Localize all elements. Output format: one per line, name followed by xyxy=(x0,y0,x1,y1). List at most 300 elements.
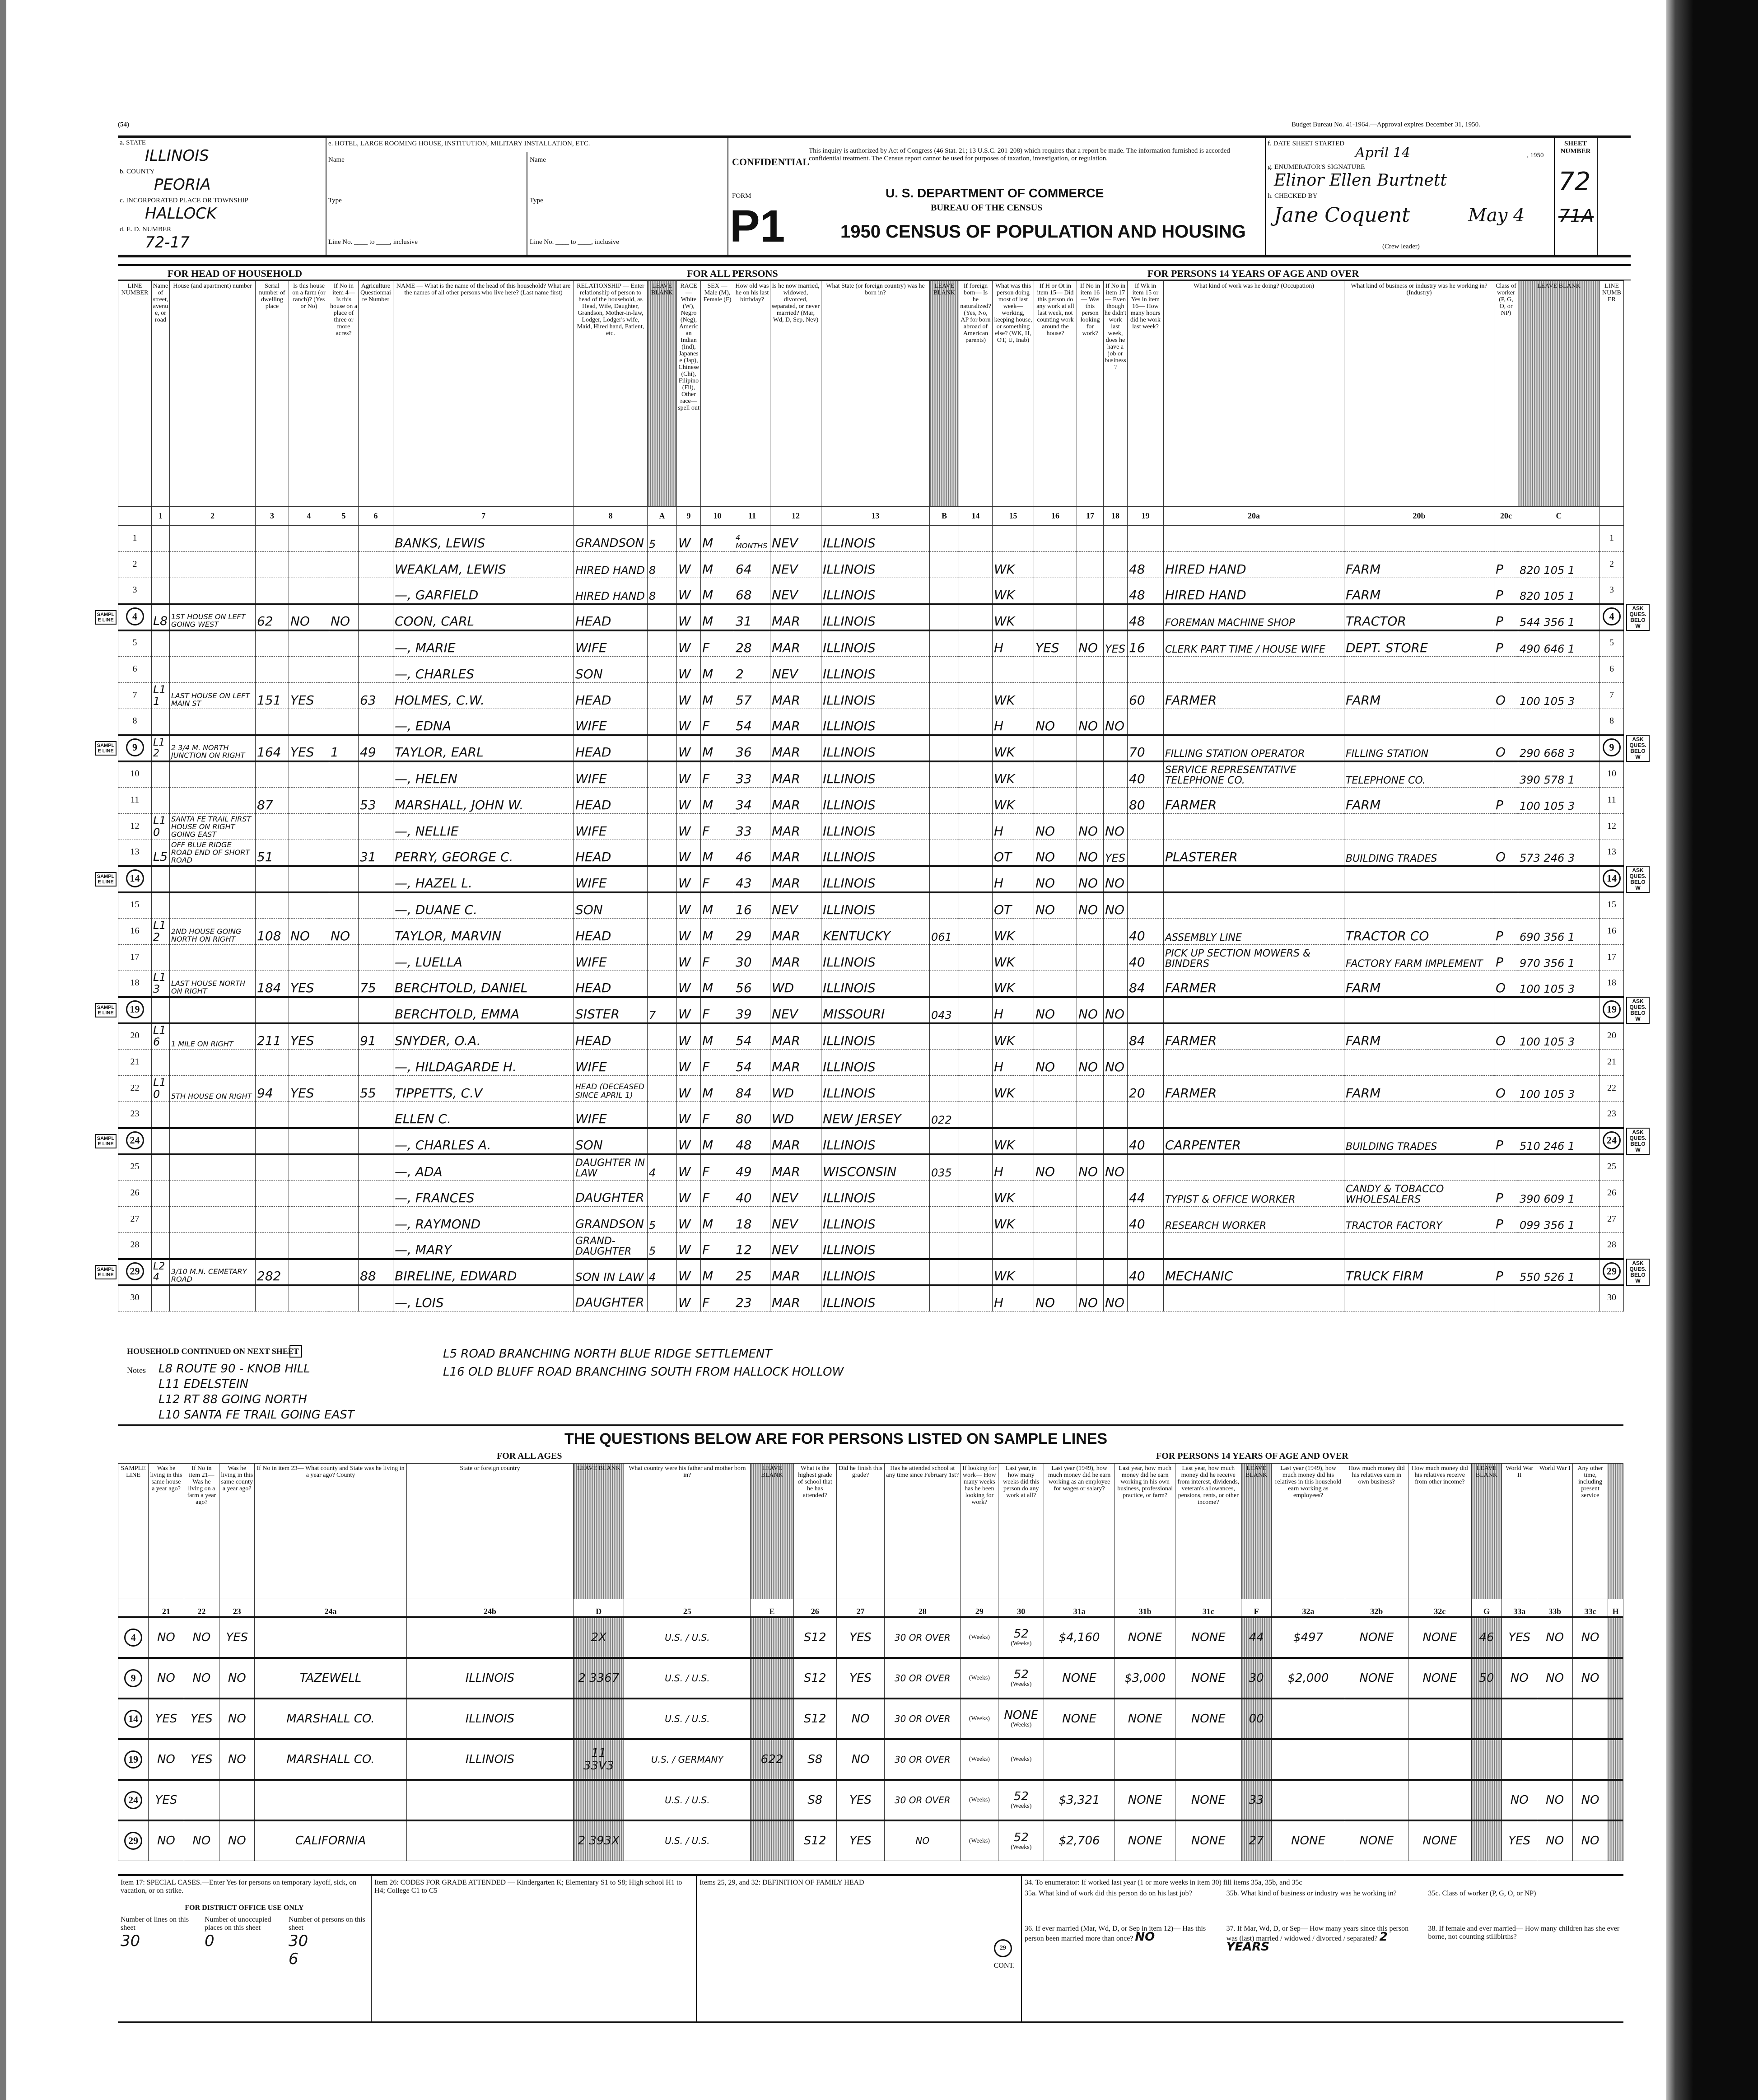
dwelling-serial-cell xyxy=(256,1050,289,1076)
three-acres-cell xyxy=(329,1181,359,1207)
marital-status: NEV xyxy=(772,587,798,602)
birthplace: ILLINOIS xyxy=(823,955,876,970)
relationship-cell xyxy=(574,761,648,788)
code-h-cell xyxy=(1608,1820,1623,1861)
naturalized-cell xyxy=(959,1259,993,1285)
code-c: 573 246 3 xyxy=(1520,851,1575,864)
relationship: SON xyxy=(575,902,603,917)
industry-cell xyxy=(1344,604,1494,630)
code-c: 100 105 3 xyxy=(1520,982,1575,995)
relatives-wages-cell xyxy=(1272,1820,1345,1861)
code-c: 490 646 1 xyxy=(1520,643,1575,655)
house-description-cell xyxy=(170,788,256,814)
code-a-cell xyxy=(648,1259,677,1285)
column-header-20b: What kind of business or industry was he working in? (Industry) xyxy=(1344,281,1494,507)
race-cell xyxy=(677,526,701,552)
prior-state: ILLINOIS xyxy=(465,1671,515,1685)
race: W xyxy=(678,1086,691,1101)
lived-same-county-cell xyxy=(219,1699,255,1739)
hours-worked-cell xyxy=(1128,997,1164,1023)
line-number-cell xyxy=(118,552,152,578)
code-c: 390 609 1 xyxy=(1520,1193,1575,1205)
code-a-cell xyxy=(648,630,677,657)
code-g-cell xyxy=(1471,1820,1502,1861)
column-number: 3 xyxy=(256,507,289,526)
activity: WK xyxy=(994,1268,1015,1283)
on-farm-cell xyxy=(289,840,329,866)
has-job-cell xyxy=(1104,788,1128,814)
lived-on-farm: NO xyxy=(192,1834,211,1848)
birthplace-cell xyxy=(821,971,930,997)
wage-income-cell xyxy=(1044,1820,1115,1861)
on-farm-cell xyxy=(289,604,329,630)
sample-column-header-29: If looking for work— How many weeks has he been looking for work? xyxy=(961,1464,998,1599)
line-number-right-cell xyxy=(1600,709,1624,735)
sample-line xyxy=(118,1658,149,1699)
worked-any-cell xyxy=(1034,578,1077,604)
agri-questionnaire-cell xyxy=(359,578,393,604)
relationship-cell xyxy=(574,971,648,997)
institution-name-label: Name xyxy=(328,156,345,163)
has-job-cell xyxy=(1104,814,1128,840)
code-c: 100 105 3 xyxy=(1520,1036,1575,1048)
on-farm-cell xyxy=(289,683,329,709)
marital-status-cell xyxy=(770,945,821,971)
attended-school: NO xyxy=(915,1835,930,1847)
table-row xyxy=(118,788,1624,814)
race-cell xyxy=(677,735,701,761)
line-number: 1 xyxy=(132,532,137,543)
relatives-business-cell xyxy=(1345,1658,1408,1699)
sample-line-number-right: 9 xyxy=(1603,738,1621,756)
occupation-cell xyxy=(1164,892,1344,919)
sex-cell xyxy=(701,1076,734,1102)
has-job: NO xyxy=(1105,875,1124,891)
code-b: 035 xyxy=(931,1167,952,1179)
wage-income: NONE xyxy=(1062,1671,1096,1685)
race: W xyxy=(678,902,691,917)
code-c-cell xyxy=(1518,1233,1600,1259)
confidential-text: This inquiry is authorized by Act of Congress (46 Stat. 21; 13 U.S.C. 201-208) which requires that a report be made. The information furnished is accorded confidential treatment. The Census report cannot be used for purposes of taxation, investigation, or regulation. xyxy=(809,147,1230,162)
naturalized-cell xyxy=(959,945,993,971)
lived-same-house: NO xyxy=(157,1671,175,1685)
line-number-right-cell xyxy=(1600,735,1646,761)
code-c: 550 526 1 xyxy=(1520,1270,1575,1283)
sex: M xyxy=(702,613,713,629)
marital-status-cell xyxy=(770,971,821,997)
table-row xyxy=(118,840,1624,866)
table-row xyxy=(118,1207,1624,1233)
street: L13 xyxy=(153,971,166,995)
worked-any-cell xyxy=(1034,1259,1077,1285)
has-job-cell xyxy=(1104,1181,1128,1207)
looking-for-work: NO xyxy=(1078,849,1098,864)
three-acres-cell xyxy=(329,1102,359,1128)
sample-line xyxy=(118,1617,149,1658)
house-description-cell xyxy=(170,709,256,735)
code-b-cell xyxy=(930,526,959,552)
relationship: GRAND-DAUGHTER xyxy=(575,1235,632,1257)
header-box xyxy=(118,135,1631,257)
agri-questionnaire-cell xyxy=(359,892,393,919)
street: L10 xyxy=(153,814,166,839)
race: W xyxy=(678,1190,691,1205)
house-description: LAST HOUSE ON LEFT MAIN ST xyxy=(171,691,250,708)
sex: M xyxy=(702,587,713,602)
person-name: SNYDER, O.A. xyxy=(395,1033,481,1048)
occupation: ASSEMBLY LINE xyxy=(1165,932,1242,943)
class-of-worker-cell xyxy=(1494,526,1518,552)
person-name: —, RAYMOND xyxy=(395,1217,481,1232)
prior-county-cell xyxy=(255,1820,406,1861)
line-number-cell xyxy=(97,735,152,761)
class-of-worker: O xyxy=(1496,1086,1506,1101)
sex-cell xyxy=(701,552,734,578)
marital-status: WD xyxy=(772,980,794,995)
dwelling-serial: 94 xyxy=(257,1086,273,1101)
finished-grade: NO xyxy=(851,1712,870,1726)
occupation-cell xyxy=(1164,683,1344,709)
worked-any-cell xyxy=(1034,657,1077,683)
looking-for-work: NO xyxy=(1078,1295,1098,1310)
class-of-worker-cell xyxy=(1494,578,1518,604)
relationship: WIFE xyxy=(575,1059,607,1074)
relationship: HEAD (DECEASED SINCE APRIL 1) xyxy=(575,1083,644,1100)
birthplace-cell xyxy=(821,1285,930,1311)
worked-any: NO xyxy=(1035,1164,1055,1179)
weeks-label: (Weeks) xyxy=(969,1837,990,1844)
weeks-looking-cell xyxy=(961,1617,998,1658)
birthplace: ILLINOIS xyxy=(823,824,876,839)
line-number-right-cell xyxy=(1600,761,1624,788)
code-e-cell xyxy=(751,1739,793,1780)
industry-cell xyxy=(1344,1102,1494,1128)
code-a-cell xyxy=(648,578,677,604)
age-cell xyxy=(734,552,770,578)
sample-column-header-33a: World War II xyxy=(1502,1464,1537,1599)
age-cell xyxy=(734,1285,770,1311)
industry-cell xyxy=(1344,1285,1494,1311)
relationship-cell xyxy=(574,630,648,657)
class-of-worker: O xyxy=(1496,744,1506,760)
birthplace-cell xyxy=(821,1076,930,1102)
code-h-cell xyxy=(1608,1617,1623,1658)
street: L11 xyxy=(153,683,166,708)
race-cell xyxy=(677,709,701,735)
race-cell xyxy=(677,945,701,971)
occupation-cell xyxy=(1164,919,1344,945)
lived-on-farm-cell xyxy=(184,1780,219,1820)
parents-birthplace-cell xyxy=(624,1820,751,1861)
relatives-business: NONE xyxy=(1359,1630,1394,1644)
sample-column-number: 24b xyxy=(406,1599,574,1617)
table-row xyxy=(118,866,1624,892)
relatives-wages: $2,000 xyxy=(1287,1671,1329,1685)
relationship-cell xyxy=(574,814,648,840)
street-cell xyxy=(152,1259,170,1285)
agri-questionnaire-cell xyxy=(359,1181,393,1207)
race-cell xyxy=(677,788,701,814)
street-cell xyxy=(152,761,170,788)
activity: WK xyxy=(994,693,1015,708)
business-income-cell xyxy=(1114,1617,1175,1658)
line-number-right: 2 xyxy=(1609,559,1614,569)
scan-edge-right xyxy=(1666,0,1758,2100)
occupation-cell xyxy=(1164,1102,1344,1128)
race-cell xyxy=(677,971,701,997)
relatives-business-cell xyxy=(1345,1739,1408,1780)
line-number-right-cell xyxy=(1600,552,1624,578)
agri-questionnaire-cell xyxy=(359,1154,393,1181)
activity-cell xyxy=(993,526,1034,552)
age-cell xyxy=(734,1050,770,1076)
column-header-5: If No in item 4— Is this house on a place of three or more acres? xyxy=(329,281,359,507)
sample-column-number: F xyxy=(1241,1599,1272,1617)
code-c-cell xyxy=(1518,1050,1600,1076)
code-b-cell xyxy=(930,1102,959,1128)
weeks-label: (Weeks) xyxy=(1011,1803,1032,1810)
hours-worked-cell xyxy=(1128,1233,1164,1259)
business-income: $3,000 xyxy=(1124,1671,1166,1685)
has-job-cell xyxy=(1104,1154,1128,1181)
person-name-cell xyxy=(393,630,574,657)
prior-county: CALIFORNIA xyxy=(295,1834,366,1848)
sex: M xyxy=(702,929,713,943)
sheet-number-struck: 71A xyxy=(1558,206,1594,227)
race: W xyxy=(678,980,691,995)
household-continued-checkbox[interactable] xyxy=(289,1345,302,1358)
race-cell xyxy=(677,1050,701,1076)
birthplace-cell xyxy=(821,683,930,709)
sex-cell xyxy=(701,788,734,814)
activity: WK xyxy=(994,1137,1015,1153)
race: W xyxy=(678,929,691,943)
code-e-cell xyxy=(751,1780,793,1820)
sample-column-number: 33c xyxy=(1572,1599,1608,1617)
activity-cell xyxy=(993,683,1034,709)
other-service-cell xyxy=(1572,1780,1608,1820)
occupation: CARPENTER xyxy=(1165,1137,1241,1153)
has-job-cell xyxy=(1104,1076,1128,1102)
sample-column-header-28: Has he attended school at any time since February 1st? xyxy=(885,1464,961,1599)
line-number-right: 25 xyxy=(1607,1162,1616,1172)
persons-value: 30 xyxy=(289,1932,308,1950)
column-header-15: What was this person doing most of last week—working, keeping house, or something else? (WK, H, OT, U, Inab) xyxy=(993,281,1034,507)
department: U. S. DEPARTMENT OF COMMERCE xyxy=(886,186,1104,200)
naturalized-cell xyxy=(959,526,993,552)
hours-worked-cell xyxy=(1128,1128,1164,1154)
industry-cell xyxy=(1344,552,1494,578)
persons-label: Number of persons on this sheet xyxy=(289,1916,365,1932)
sample-column-header-26: What is the highest grade of school that he has attended? xyxy=(793,1464,836,1599)
column-number: 20c xyxy=(1494,507,1518,526)
column-number xyxy=(1600,507,1624,526)
relatives-wages-cell xyxy=(1272,1739,1345,1780)
industry-cell xyxy=(1344,578,1494,604)
item17-box xyxy=(118,1876,371,2021)
age: 30 xyxy=(736,955,752,970)
band-persons-14: FOR PERSONS 14 YEARS OF AGE AND OVER xyxy=(1147,268,1359,279)
class-of-worker-cell xyxy=(1494,630,1518,657)
code-c-cell xyxy=(1518,526,1600,552)
class-of-worker-cell xyxy=(1494,919,1518,945)
worked-any-cell xyxy=(1034,630,1077,657)
column-number xyxy=(118,507,152,526)
finished-grade: YES xyxy=(849,1671,872,1685)
street: L12 xyxy=(153,737,165,759)
hours-worked: 44 xyxy=(1129,1190,1145,1205)
code-a-cell xyxy=(648,919,677,945)
code-f: 00 xyxy=(1249,1712,1264,1726)
race: W xyxy=(678,1006,691,1022)
looking-for-work-cell xyxy=(1077,866,1104,892)
hours-worked-cell xyxy=(1128,892,1164,919)
has-job-cell xyxy=(1104,683,1128,709)
line-number: 16 xyxy=(130,925,140,936)
industry: DEPT. STORE xyxy=(1346,640,1428,655)
column-header-13: What State (or foreign country) was he born in? xyxy=(821,281,930,507)
age: 57 xyxy=(736,693,752,708)
business-income-cell xyxy=(1114,1739,1175,1780)
looking-for-work-cell xyxy=(1077,1023,1104,1050)
code-d-cell xyxy=(574,1617,624,1658)
age: 39 xyxy=(736,1006,752,1022)
line-number-right: 15 xyxy=(1607,900,1616,910)
relationship: HEAD xyxy=(575,849,611,864)
person-name: —, FRANCES xyxy=(395,1190,475,1205)
age-cell xyxy=(734,788,770,814)
relationship-cell xyxy=(574,578,648,604)
industry-cell xyxy=(1344,709,1494,735)
relationship-cell xyxy=(574,657,648,683)
has-job-cell xyxy=(1104,892,1128,919)
other-income: NONE xyxy=(1191,1793,1226,1807)
weeks-looking-cell xyxy=(961,1780,998,1820)
worked-any: YES xyxy=(1035,640,1059,655)
birthplace-cell xyxy=(821,814,930,840)
sex-cell xyxy=(701,657,734,683)
person-name-cell xyxy=(393,1181,574,1207)
marital-status-cell xyxy=(770,1233,821,1259)
occupation-cell xyxy=(1164,997,1344,1023)
class-of-worker-cell xyxy=(1494,788,1518,814)
age: 31 xyxy=(736,613,752,629)
worked-any: NO xyxy=(1035,1006,1055,1022)
occupation-cell xyxy=(1164,1050,1344,1076)
industry: TRACTOR CO xyxy=(1346,929,1429,943)
line-number-cell xyxy=(118,761,152,788)
line-number-cell xyxy=(97,1128,152,1154)
hours-worked-cell xyxy=(1128,1181,1164,1207)
dwelling-serial-cell xyxy=(256,1259,289,1285)
person-name-cell xyxy=(393,552,574,578)
code-b-cell xyxy=(930,1207,959,1233)
agri-questionnaire-cell xyxy=(359,997,393,1023)
sex: M xyxy=(702,562,713,577)
code-b: 061 xyxy=(931,931,952,943)
sheet-number: 72 xyxy=(1558,167,1591,196)
ww2-service-cell xyxy=(1502,1658,1537,1699)
line-number-right: 22 xyxy=(1607,1083,1616,1093)
relatives-business-cell xyxy=(1345,1699,1408,1739)
dwelling-serial-cell xyxy=(256,1023,289,1050)
line-number: 23 xyxy=(130,1108,140,1119)
column-number: C xyxy=(1518,507,1600,526)
weeks-label: (Weeks) xyxy=(969,1634,990,1641)
birthplace: ILLINOIS xyxy=(823,667,876,681)
age-cell xyxy=(734,892,770,919)
highest-grade-cell xyxy=(793,1617,836,1658)
birthplace: ILLINOIS xyxy=(823,640,876,655)
race: W xyxy=(678,1059,691,1074)
birthplace: ILLINOIS xyxy=(823,798,876,812)
ww1-service-cell xyxy=(1537,1699,1572,1739)
code-a: 5 xyxy=(649,538,656,551)
column-header-4: Is this house on a farm (or ranch)? (Yes or No) xyxy=(289,281,329,507)
lived-on-farm-cell xyxy=(184,1820,219,1861)
hours-worked-cell xyxy=(1128,683,1164,709)
sex: M xyxy=(702,798,713,812)
looking-for-work-cell xyxy=(1077,1076,1104,1102)
age: 34 xyxy=(736,798,752,812)
worked-any-cell xyxy=(1034,892,1077,919)
code-f-cell xyxy=(1241,1699,1272,1739)
on-farm: YES xyxy=(290,744,314,760)
age: 12 xyxy=(736,1242,752,1257)
line-number: 6 xyxy=(132,663,137,674)
weeks-worked-cell xyxy=(998,1780,1044,1820)
person-name: BERCHTOLD, EMMA xyxy=(395,1006,520,1022)
worked-any-cell xyxy=(1034,552,1077,578)
naturalized-cell xyxy=(959,971,993,997)
sample-column-header-25: What country were his father and mother born in? xyxy=(624,1464,751,1599)
agri-questionnaire-cell xyxy=(359,604,393,630)
looking-for-work: NO xyxy=(1078,875,1098,891)
street-cell xyxy=(152,840,170,866)
race-cell xyxy=(677,1207,701,1233)
lived-same-house-cell xyxy=(149,1739,184,1780)
looking-for-work-cell xyxy=(1077,1285,1104,1311)
occupation-cell xyxy=(1164,1076,1344,1102)
line-number: 18 xyxy=(130,977,140,988)
code-a-cell xyxy=(648,526,677,552)
weeks-label: (Weeks) xyxy=(1011,1843,1032,1851)
age-cell xyxy=(734,735,770,761)
looking-for-work-cell xyxy=(1077,630,1104,657)
sample-line-number: 19 xyxy=(124,1750,142,1769)
race-cell xyxy=(677,1154,701,1181)
marital-status-cell xyxy=(770,526,821,552)
person-name-cell xyxy=(393,1128,574,1154)
line-number-right: 7 xyxy=(1609,690,1614,700)
table-row xyxy=(118,1154,1624,1181)
business-income-cell xyxy=(1114,1658,1175,1699)
dwelling-serial-cell xyxy=(256,1154,289,1181)
class-of-worker-cell xyxy=(1494,552,1518,578)
dwelling-serial-cell xyxy=(256,945,289,971)
street-cell xyxy=(152,1181,170,1207)
person-name-cell xyxy=(393,1102,574,1128)
street-cell xyxy=(152,971,170,997)
person-name: TAYLOR, MARVIN xyxy=(395,929,501,943)
age-cell xyxy=(734,709,770,735)
lived-on-farm: YES xyxy=(190,1752,213,1766)
three-acres: NO xyxy=(331,929,350,943)
house-description-cell xyxy=(170,945,256,971)
three-acres-cell xyxy=(329,630,359,657)
relationship: HEAD xyxy=(575,798,611,812)
code-b: 022 xyxy=(931,1113,952,1126)
